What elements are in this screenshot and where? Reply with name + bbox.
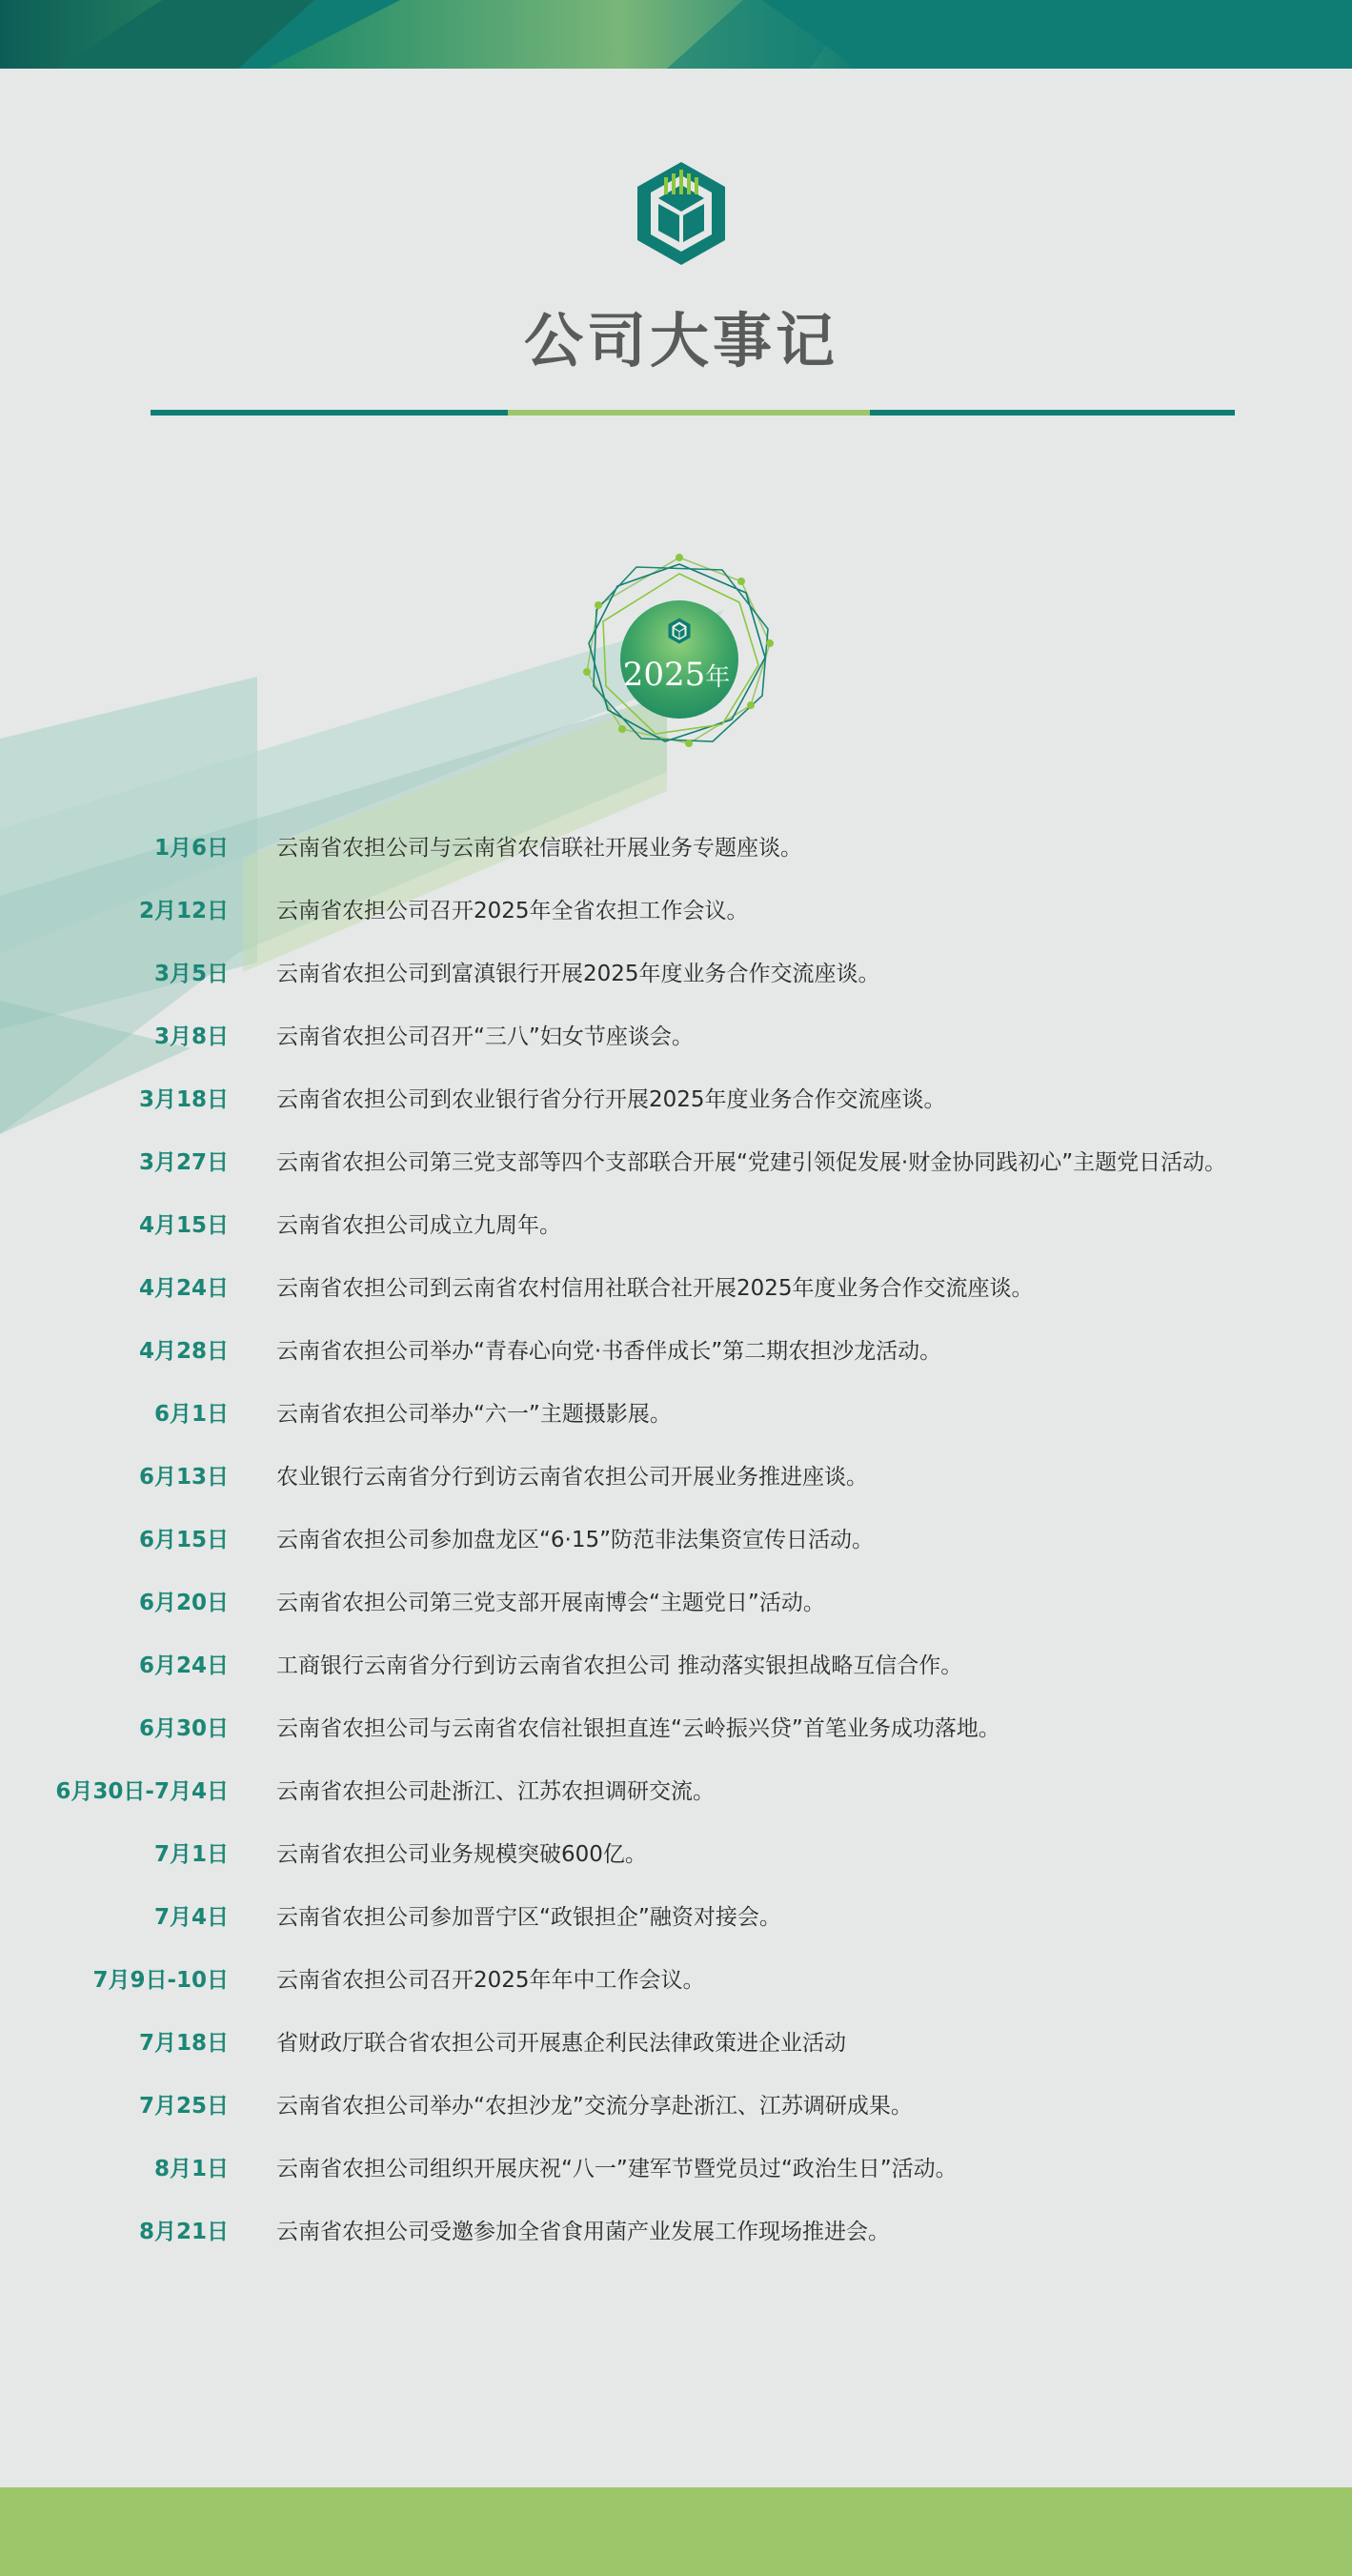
event-description: 省财政厅联合省农担公司开展惠企利民法律政策进企业活动 [276, 2031, 846, 2056]
event-item [0, 1022, 1352, 1085]
event-description: 云南省农担公司赴浙江、江苏农担调研交流。 [276, 1779, 715, 1804]
event-date: 3月18日 [138, 1087, 229, 1112]
event-item [0, 1462, 1352, 1525]
event-description: 云南省农担公司业务规模突破600亿。 [276, 1842, 647, 1867]
event-item [0, 1714, 1352, 1776]
event-description: 农业银行云南省分行到访云南省农担公司开展业务推进座谈。 [276, 1465, 868, 1490]
event-description: 云南省农担公司召开“三八”妇女节座谈会。 [276, 1024, 694, 1049]
event-description: 云南省农担公司到富滇银行开展2025年度业务合作交流座谈。 [276, 962, 880, 986]
event-date: 6月13日 [138, 1465, 229, 1490]
event-item [0, 1273, 1352, 1336]
event-item [0, 959, 1352, 1022]
event-description: 云南省农担公司到农业银行省分行开展2025年度业务合作交流座谈。 [276, 1087, 946, 1112]
event-date: 6月20日 [138, 1591, 229, 1615]
title-divider [151, 410, 1235, 416]
year-label [604, 650, 749, 705]
event-item [0, 2091, 1352, 2154]
event-description: 云南省农担公司第三党支部等四个支部联合开展“党建引领促发展·财金协同践初心”主题党日活动。 [276, 1150, 1227, 1175]
event-description: 云南省农担公司组织开展庆祝“八一”建军节暨党员过“政治生日”活动。 [276, 2157, 958, 2181]
event-description: 云南省农担公司与云南省农信社银担直连“云岭振兴贷”首笔业务成功落地。 [276, 1716, 1000, 1741]
event-item [0, 833, 1352, 896]
event-description: 云南省农担公司举办“青春心向党·书香伴成长”第二期农担沙龙活动。 [276, 1339, 942, 1364]
event-date: 6月30日 [138, 1716, 229, 1741]
company-logo-icon [634, 160, 729, 267]
event-list [0, 833, 1352, 2280]
event-date: 6月30日-7月4日 [55, 1779, 229, 1804]
event-description: 云南省农担公司参加晋宁区“政银担企”融资对接会。 [276, 1905, 781, 1930]
event-item [0, 1588, 1352, 1651]
event-date: 2月12日 [138, 899, 229, 923]
event-item [0, 2217, 1352, 2280]
event-date: 1月6日 [153, 836, 229, 861]
event-date: 3月5日 [153, 962, 229, 986]
event-description: 云南省农担公司受邀参加全省食用菌产业发展工作现场推进会。 [276, 2220, 890, 2244]
event-date: 8月21日 [138, 2220, 229, 2244]
event-date: 7月25日 [138, 2094, 229, 2119]
event-date: 4月28日 [138, 1339, 229, 1364]
event-date: 3月8日 [153, 1024, 229, 1049]
event-date: 3月27日 [138, 1150, 229, 1175]
event-item [0, 1776, 1352, 1839]
year-number: 2025 [622, 656, 706, 694]
event-date: 7月9日-10日 [92, 1968, 229, 1993]
event-item [0, 1965, 1352, 2028]
page-title: 公司大事记 [523, 306, 838, 375]
top-decorative-band [0, 0, 1352, 69]
event-description: 云南省农担公司与云南省农信联社开展业务专题座谈。 [276, 836, 802, 861]
event-date: 7月4日 [153, 1905, 229, 1930]
event-date: 8月1日 [153, 2157, 229, 2181]
event-description: 云南省农担公司召开2025年全省农担工作会议。 [276, 899, 749, 923]
event-date: 4月24日 [138, 1276, 229, 1301]
event-item [0, 896, 1352, 959]
event-date: 6月15日 [138, 1528, 229, 1552]
event-description: 云南省农担公司到云南省农村信用社联合社开展2025年度业务合作交流座谈。 [276, 1276, 1034, 1301]
event-description: 云南省农担公司举办“六一”主题摄影展。 [276, 1402, 672, 1427]
bottom-decorative-band [0, 2487, 1352, 2576]
event-item [0, 1147, 1352, 1210]
event-item [0, 2154, 1352, 2217]
event-description: 云南省农担公司召开2025年年中工作会议。 [276, 1968, 705, 1993]
event-description: 工商银行云南省分行到访云南省农担公司 推动落实银担战略互信合作。 [276, 1653, 963, 1678]
event-item [0, 1399, 1352, 1462]
event-item [0, 1839, 1352, 1902]
event-description: 云南省农担公司成立九周年。 [276, 1213, 561, 1238]
event-item [0, 1085, 1352, 1147]
event-description: 云南省农担公司参加盘龙区“6·15”防范非法集资宣传日活动。 [276, 1528, 875, 1552]
event-item [0, 1651, 1352, 1714]
mini-logo-icon [667, 618, 692, 644]
event-item [0, 1525, 1352, 1588]
event-date: 6月24日 [138, 1653, 229, 1678]
event-description: 云南省农担公司举办“农担沙龙”交流分享赴浙江、江苏调研成果。 [276, 2094, 913, 2119]
event-date: 7月1日 [153, 1842, 229, 1867]
year-unit: 年 [705, 663, 731, 692]
event-item [0, 1210, 1352, 1273]
event-item [0, 1902, 1352, 1965]
event-item [0, 1336, 1352, 1399]
event-date: 6月1日 [153, 1402, 229, 1427]
event-item [0, 2028, 1352, 2091]
event-date: 4月15日 [138, 1213, 229, 1238]
event-description: 云南省农担公司第三党支部开展南博会“主题党日”活动。 [276, 1591, 825, 1615]
event-date: 7月18日 [138, 2031, 229, 2056]
